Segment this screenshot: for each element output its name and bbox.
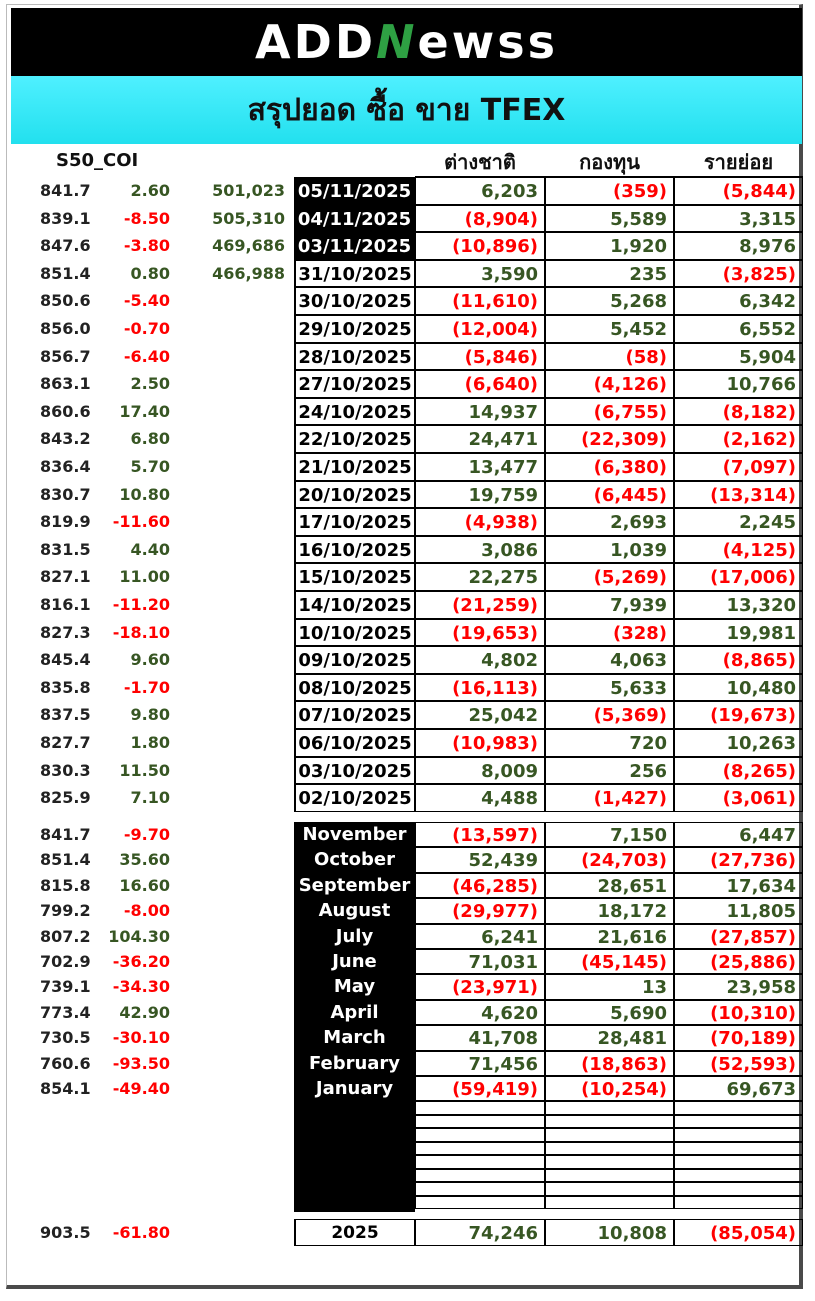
net-foreign: 8,009	[415, 757, 545, 785]
set50-index: 819.9	[40, 512, 91, 532]
date-cell: 16/10/2025	[294, 536, 415, 564]
set50-change: -8.00	[123, 901, 170, 921]
net-fund: (359)	[545, 177, 674, 205]
title-banner	[11, 76, 802, 144]
net-fund: (10,254)	[545, 1076, 674, 1101]
month-label: October	[314, 849, 395, 871]
net-foreign: 41,708	[415, 1025, 545, 1050]
set50-index: 825.9	[40, 788, 91, 808]
net-foreign: (23,971)	[415, 974, 545, 999]
total-change: -61.80	[112, 1223, 170, 1242]
net-foreign: 4,620	[415, 1000, 545, 1025]
set50-change: 9.80	[130, 705, 170, 725]
date-cell: 17/10/2025	[294, 508, 415, 536]
set50-change: 0.80	[130, 263, 170, 283]
net-retail: 5,904	[674, 343, 803, 371]
total-index: 903.5	[40, 1223, 91, 1242]
header-fund: กองทุน	[579, 150, 640, 174]
date-cell: 04/11/2025	[294, 205, 415, 233]
empty-cell	[545, 1142, 674, 1156]
set50-index: 863.1	[40, 374, 91, 394]
open-interest: 469,686	[212, 236, 285, 256]
set50-index: 739.1	[40, 977, 91, 997]
set50-index: 816.1	[40, 595, 91, 614]
set50-index: 856.7	[40, 346, 91, 366]
empty-cell	[545, 1196, 674, 1210]
net-retail: (17,006)	[674, 563, 803, 591]
set50-index: 845.4	[40, 650, 91, 670]
net-fund: (6,445)	[545, 481, 674, 509]
empty-cell	[415, 1155, 545, 1169]
net-fund: 28,651	[545, 873, 674, 898]
total-fund: 10,808	[545, 1219, 674, 1246]
net-retail: (52,593)	[674, 1051, 803, 1076]
net-foreign: 6,203	[415, 177, 545, 205]
set50-change: -36.20	[112, 952, 170, 971]
net-fund: 235	[545, 260, 674, 288]
net-fund: (5,369)	[545, 701, 674, 729]
net-foreign: (6,640)	[415, 370, 545, 398]
net-retail: 19,981	[674, 619, 803, 647]
set50-change: 2.50	[130, 374, 170, 394]
net-foreign: (8,904)	[415, 205, 545, 233]
net-foreign: 4,488	[415, 784, 545, 812]
set50-change: 5.70	[130, 457, 170, 476]
set50-change: 2.60	[130, 181, 170, 200]
net-retail: (5,844)	[674, 177, 803, 205]
net-foreign: 52,439	[415, 847, 545, 872]
net-fund: 5,268	[545, 287, 674, 315]
set50-index: 835.8	[40, 677, 91, 697]
net-foreign: (11,610)	[415, 287, 545, 315]
empty-cell	[674, 1169, 803, 1183]
net-foreign: (29,977)	[415, 898, 545, 923]
month-label: April	[330, 1001, 379, 1023]
set50-change: 1.80	[130, 733, 170, 752]
month-label: September	[298, 874, 411, 896]
net-foreign: 25,042	[415, 701, 545, 729]
date-cell: 15/10/2025	[294, 563, 415, 591]
date-cell: 21/10/2025	[294, 453, 415, 481]
net-fund: (4,126)	[545, 370, 674, 398]
net-retail: (10,310)	[674, 1000, 803, 1025]
net-retail: (13,314)	[674, 481, 803, 509]
net-fund: (58)	[545, 343, 674, 371]
set50-change: 10.80	[119, 484, 170, 504]
set50-index: 799.2	[40, 901, 91, 921]
open-interest: 505,310	[212, 208, 285, 228]
logo-banner	[11, 8, 802, 76]
empty-cell	[415, 1101, 545, 1115]
total-foreign: 74,246	[415, 1219, 545, 1246]
net-foreign: (5,846)	[415, 343, 545, 371]
net-foreign: 3,590	[415, 260, 545, 288]
date-cell: 31/10/2025	[294, 260, 415, 288]
net-foreign: (19,653)	[415, 619, 545, 647]
empty-cell	[674, 1155, 803, 1169]
date-cell: 24/10/2025	[294, 398, 415, 426]
net-foreign: 14,937	[415, 398, 545, 426]
empty-cell	[415, 1128, 545, 1142]
set50-change: 17.40	[119, 401, 170, 421]
total-retail: (85,054)	[674, 1219, 803, 1246]
page-title: สรุปยอด ซื้อ ขาย TFEX	[247, 92, 566, 128]
set50-change: -6.40	[123, 346, 170, 366]
net-foreign: 4,802	[415, 646, 545, 674]
net-retail: 6,342	[674, 287, 803, 315]
net-retail: (8,182)	[674, 398, 803, 426]
month-label: June	[332, 951, 377, 972]
date-cell: 03/10/2025	[294, 757, 415, 785]
addnewss-logo: ADDNewss	[255, 15, 558, 69]
month-label: February	[308, 1052, 401, 1074]
net-fund: 5,589	[545, 205, 674, 233]
set50-change: -30.10	[112, 1028, 170, 1048]
net-fund: 7,939	[545, 591, 674, 619]
net-retail: (70,189)	[674, 1025, 803, 1050]
net-fund: 21,616	[545, 924, 674, 949]
empty-cell	[545, 1182, 674, 1196]
date-cell: 28/10/2025	[294, 343, 415, 371]
set50-change: -34.30	[112, 977, 170, 997]
net-fund: (328)	[545, 619, 674, 647]
net-fund: (45,145)	[545, 949, 674, 974]
set50-index: 827.7	[40, 733, 91, 752]
net-fund: (22,309)	[545, 425, 674, 453]
net-retail: 10,263	[674, 729, 803, 757]
set50-index: 830.7	[40, 484, 91, 504]
set50-index: 843.2	[40, 429, 91, 449]
set50-index: 827.1	[40, 567, 91, 587]
set50-change: -9.70	[123, 825, 170, 844]
net-foreign: (4,938)	[415, 508, 545, 536]
set50-change: -18.10	[112, 622, 170, 642]
net-fund: 2,693	[545, 508, 674, 536]
net-foreign: 13,477	[415, 453, 545, 481]
empty-cell	[545, 1169, 674, 1183]
date-cell: 05/11/2025	[294, 177, 415, 205]
date-cell: 02/10/2025	[294, 784, 415, 812]
set50-index: 760.6	[40, 1053, 91, 1073]
set50-index: 815.8	[40, 875, 91, 895]
net-foreign: 24,471	[415, 425, 545, 453]
set50-index: 841.7	[40, 181, 91, 200]
net-fund: (5,269)	[545, 563, 674, 591]
set50-index: 830.3	[40, 760, 91, 780]
set50-index: 847.6	[40, 236, 91, 256]
set50-change: -3.80	[123, 236, 170, 256]
empty-cell	[545, 1115, 674, 1129]
net-fund: 1,920	[545, 232, 674, 260]
net-foreign: (21,259)	[415, 591, 545, 619]
set50-change: -8.50	[123, 208, 170, 228]
set50-index: 831.5	[40, 539, 91, 559]
net-retail: 2,245	[674, 508, 803, 536]
net-retail: (27,857)	[674, 924, 803, 949]
empty-cell	[545, 1155, 674, 1169]
net-foreign: 6,241	[415, 924, 545, 949]
empty-cell	[415, 1182, 545, 1196]
empty-cell	[415, 1196, 545, 1210]
date-cell: 07/10/2025	[294, 701, 415, 729]
set50-change: -11.60	[112, 512, 170, 532]
set50-change: -1.70	[123, 677, 170, 697]
net-fund: (24,703)	[545, 847, 674, 872]
net-foreign: (59,419)	[415, 1076, 545, 1101]
empty-cell	[545, 1128, 674, 1142]
empty-cell	[415, 1115, 545, 1129]
empty-cell	[674, 1196, 803, 1210]
date-cell: 30/10/2025	[294, 287, 415, 315]
net-fund: (18,863)	[545, 1051, 674, 1076]
date-cell: 27/10/2025	[294, 370, 415, 398]
net-retail: (25,886)	[674, 949, 803, 974]
net-foreign: 22,275	[415, 563, 545, 591]
set50-index: 730.5	[40, 1028, 91, 1048]
net-foreign: (10,896)	[415, 232, 545, 260]
net-foreign: 71,456	[415, 1051, 545, 1076]
net-retail: 11,805	[674, 898, 803, 923]
net-retail: (7,097)	[674, 453, 803, 481]
net-foreign: (12,004)	[415, 315, 545, 343]
date-cell: 22/10/2025	[294, 425, 415, 453]
set50-index: 702.9	[40, 952, 91, 971]
set50-index: 841.7	[40, 825, 91, 844]
net-retail: (4,125)	[674, 536, 803, 564]
set50-index: 827.3	[40, 622, 91, 642]
net-foreign: (10,983)	[415, 729, 545, 757]
set50-change: 35.60	[119, 850, 170, 870]
net-fund: (6,755)	[545, 398, 674, 426]
net-foreign: 71,031	[415, 949, 545, 974]
empty-cell	[415, 1169, 545, 1183]
set50-index: 837.5	[40, 705, 91, 725]
net-fund: (1,427)	[545, 784, 674, 812]
set50-change: 7.10	[130, 788, 170, 808]
date-cell: 14/10/2025	[294, 591, 415, 619]
set50-change: -93.50	[112, 1053, 170, 1073]
net-retail: (27,736)	[674, 847, 803, 872]
net-retail: (8,265)	[674, 757, 803, 785]
empty-cell	[545, 1101, 674, 1115]
set50-index: 839.1	[40, 208, 91, 228]
net-fund: 5,633	[545, 674, 674, 702]
net-foreign: 3,086	[415, 536, 545, 564]
set50-index: 854.1	[40, 1079, 91, 1098]
set50-change: 11.00	[119, 567, 170, 587]
date-cell: 10/10/2025	[294, 619, 415, 647]
year-label: 2025	[294, 1219, 415, 1246]
set50-change: 11.50	[119, 760, 170, 780]
s50-coi-label: S50_COI	[56, 150, 139, 171]
net-fund: 4,063	[545, 646, 674, 674]
net-fund: 5,690	[545, 1000, 674, 1025]
date-cell: 08/10/2025	[294, 674, 415, 702]
set50-change: 9.60	[130, 650, 170, 670]
net-retail: (3,825)	[674, 260, 803, 288]
header-retail: รายย่อย	[703, 150, 774, 174]
header-foreign: ต่างชาติ	[444, 150, 516, 174]
net-retail: 8,976	[674, 232, 803, 260]
net-retail: 3,315	[674, 205, 803, 233]
month-label: July	[335, 925, 374, 947]
date-cell: 03/11/2025	[294, 232, 415, 260]
set50-change: -11.20	[112, 595, 170, 614]
net-fund: (6,380)	[545, 453, 674, 481]
month-label: August	[318, 900, 391, 922]
net-fund: 18,172	[545, 898, 674, 923]
set50-change: 6.80	[130, 429, 170, 449]
net-retail: 23,958	[674, 974, 803, 999]
net-retail: 10,480	[674, 674, 803, 702]
net-retail: (2,162)	[674, 425, 803, 453]
empty-cell	[674, 1182, 803, 1196]
empty-cell	[674, 1101, 803, 1115]
set50-index: 807.2	[40, 926, 91, 946]
net-retail: 17,634	[674, 873, 803, 898]
set50-change: -49.40	[112, 1079, 170, 1098]
set50-change: -5.40	[123, 291, 170, 311]
empty-cell	[674, 1115, 803, 1129]
net-fund: 13	[545, 974, 674, 999]
net-fund: 5,452	[545, 315, 674, 343]
net-retail: 13,320	[674, 591, 803, 619]
month-label: November	[302, 824, 407, 845]
date-cell: 29/10/2025	[294, 315, 415, 343]
set50-change: 42.90	[119, 1002, 170, 1022]
net-retail: 69,673	[674, 1076, 803, 1101]
net-retail: (19,673)	[674, 701, 803, 729]
set50-change: 104.30	[108, 926, 170, 946]
set50-index: 773.4	[40, 1002, 91, 1022]
net-foreign: (46,285)	[415, 873, 545, 898]
month-label: May	[333, 976, 376, 998]
open-interest: 501,023	[212, 181, 285, 200]
net-fund: 28,481	[545, 1025, 674, 1050]
open-interest: 466,988	[212, 263, 285, 283]
net-fund: 1,039	[545, 536, 674, 564]
net-retail: (3,061)	[674, 784, 803, 812]
net-fund: 7,150	[545, 822, 674, 847]
empty-cell	[674, 1142, 803, 1156]
month-label: March	[323, 1027, 386, 1049]
net-fund: 720	[545, 729, 674, 757]
net-retail: 6,447	[674, 822, 803, 847]
net-foreign: (16,113)	[415, 674, 545, 702]
net-retail: (8,865)	[674, 646, 803, 674]
net-retail: 10,766	[674, 370, 803, 398]
date-cell: 20/10/2025	[294, 481, 415, 509]
set50-index: 851.4	[40, 263, 91, 283]
set50-index: 850.6	[40, 291, 91, 311]
date-cell: 09/10/2025	[294, 646, 415, 674]
set50-index: 856.0	[40, 319, 91, 338]
net-foreign: 19,759	[415, 481, 545, 509]
net-foreign: (13,597)	[415, 822, 545, 847]
set50-index: 836.4	[40, 457, 91, 476]
set50-change: 4.40	[130, 539, 170, 559]
date-cell: 06/10/2025	[294, 729, 415, 757]
month-label: January	[315, 1078, 394, 1099]
set50-change: 16.60	[119, 875, 170, 895]
set50-index: 851.4	[40, 850, 91, 870]
empty-cell	[674, 1128, 803, 1142]
empty-cell	[415, 1142, 545, 1156]
net-fund: 256	[545, 757, 674, 785]
net-retail: 6,552	[674, 315, 803, 343]
set50-change: -0.70	[123, 319, 170, 338]
set50-index: 860.6	[40, 401, 91, 421]
